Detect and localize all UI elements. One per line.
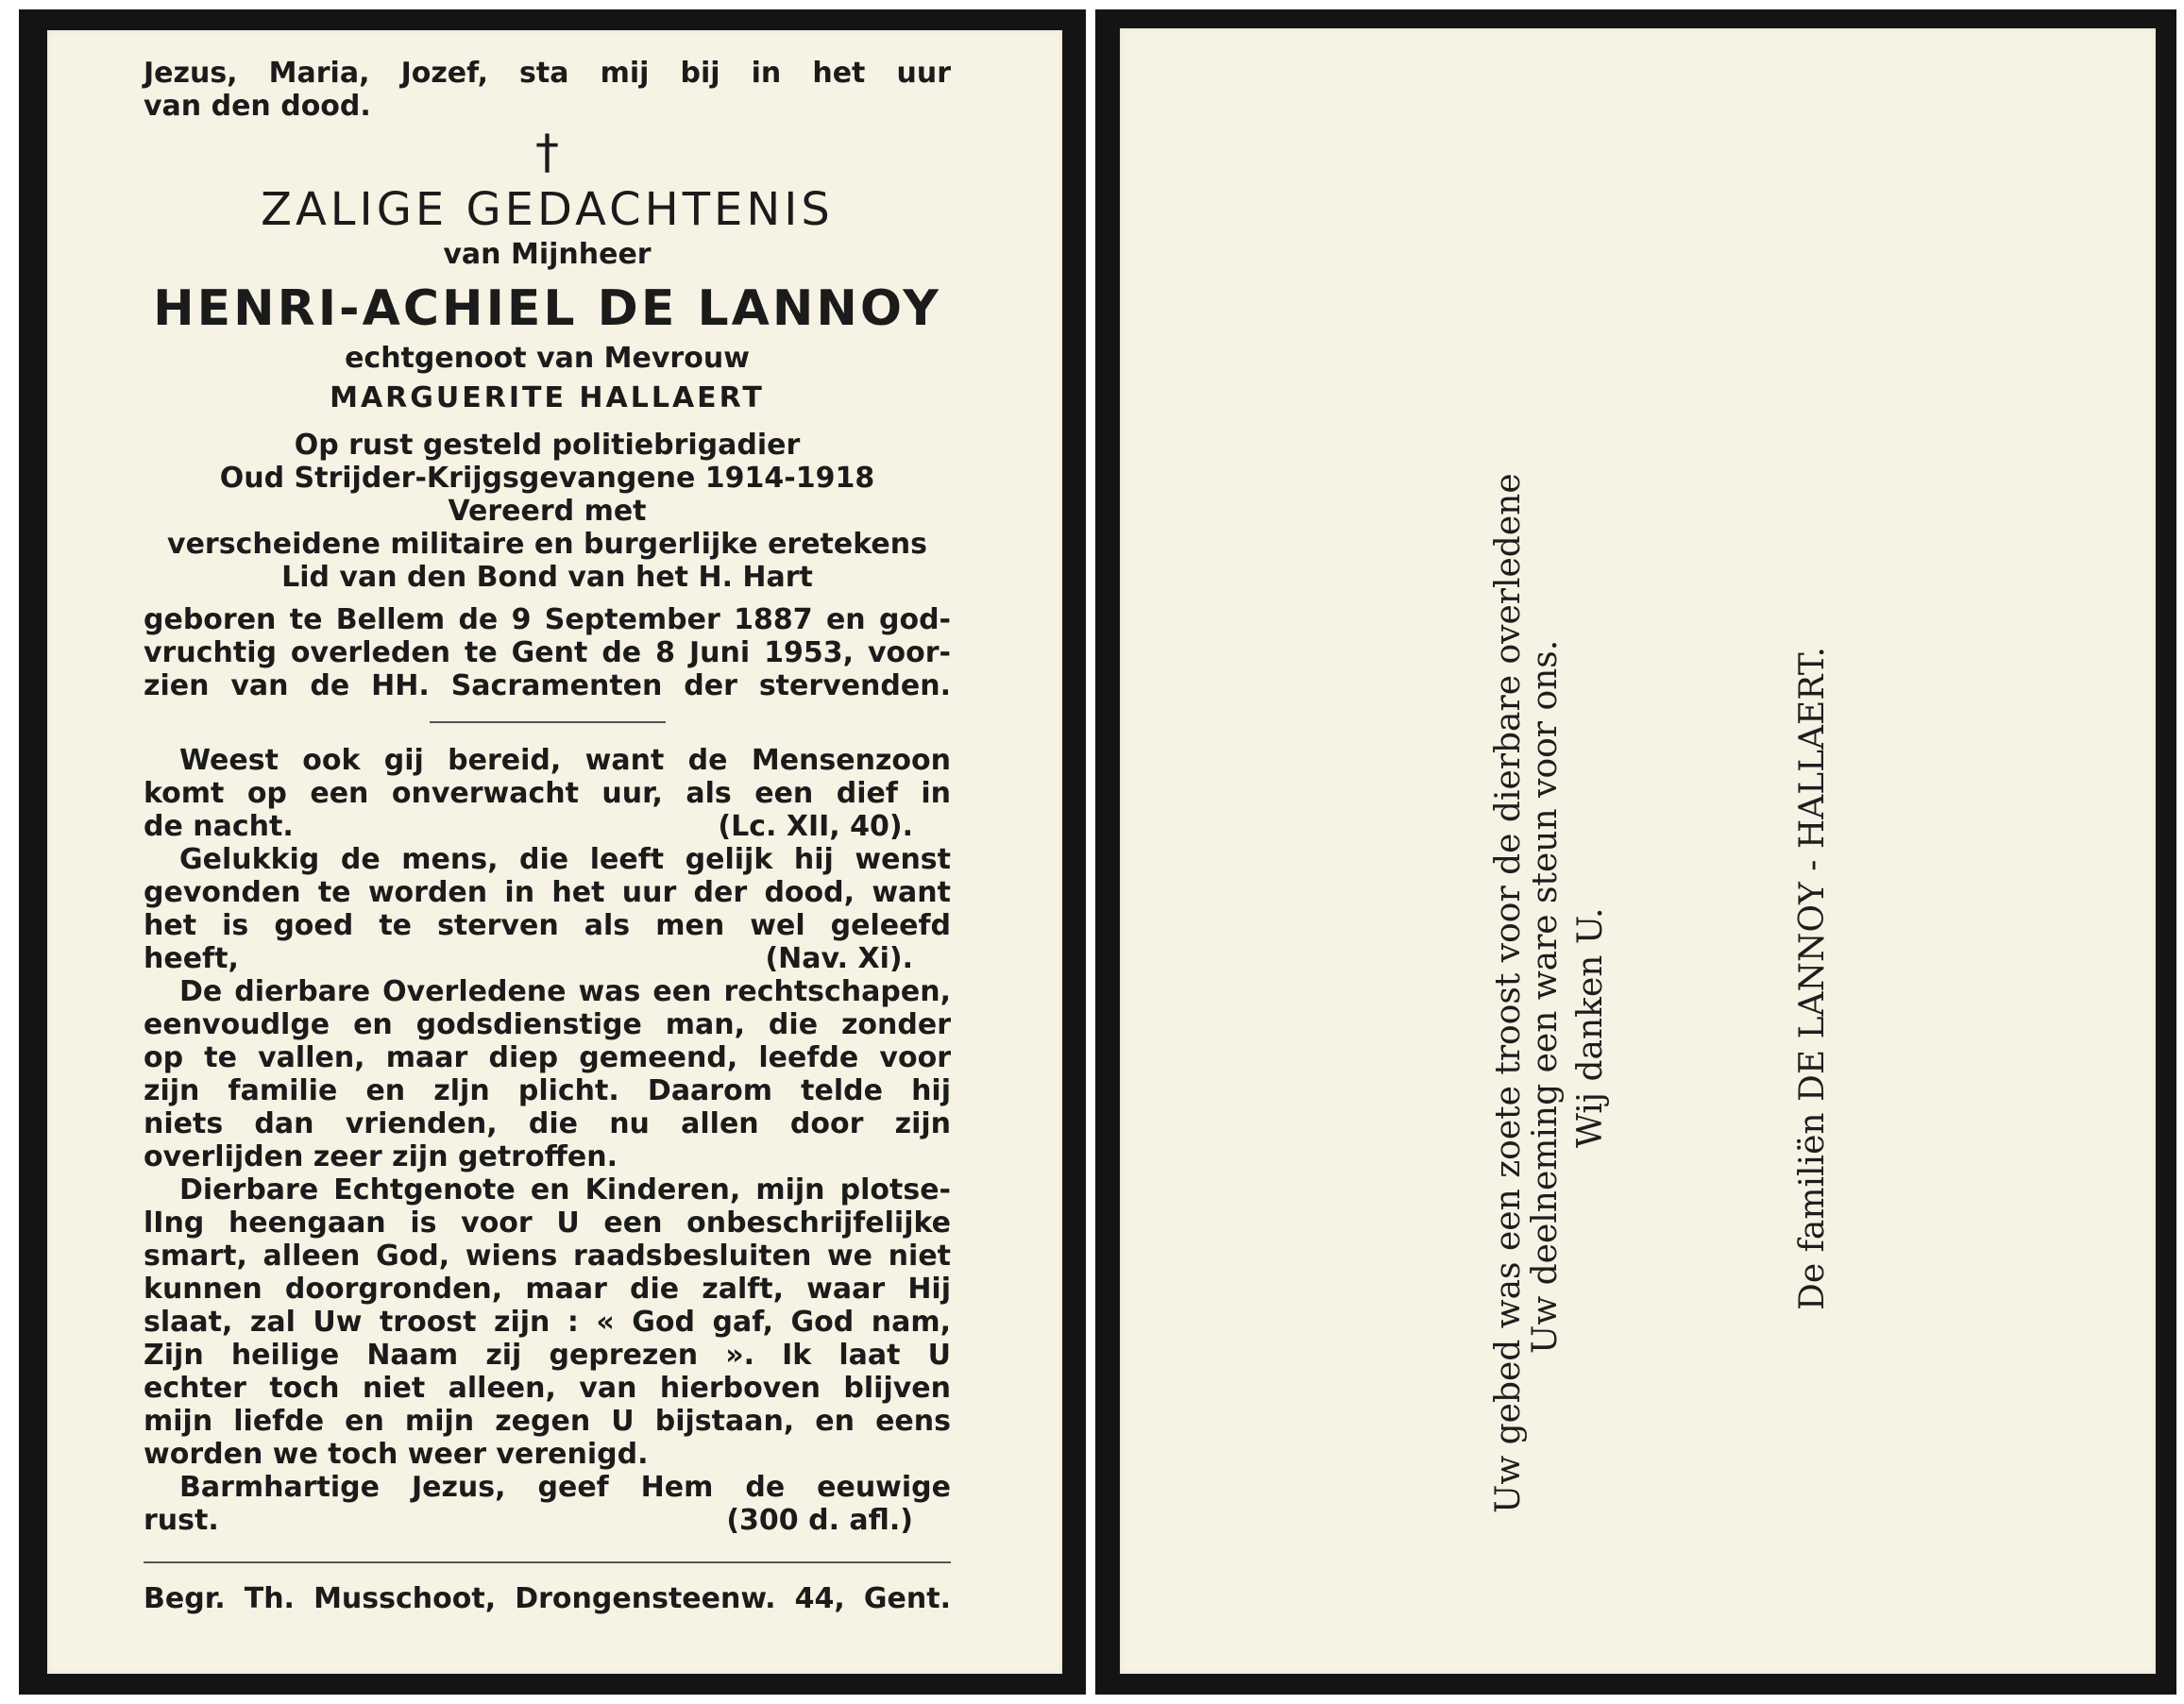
- title-line: verscheidene militaire en burgerlijke eretekens: [167, 528, 927, 561]
- card-back-paper: [1120, 28, 2156, 1674]
- scripture-paragraph-1: [144, 744, 951, 843]
- printer-credit: Begr. Th. Musschoot, Drongensteenw. 44, Gent.: [144, 1582, 951, 1615]
- paragraph-line: Gelukkig de mens, die leeft gelijk hij wenst: [179, 843, 951, 876]
- paragraph-line: lIng heengaan is voor U een onbeschrijfelijke: [144, 1206, 951, 1240]
- thanks-line-3: Wij danken U.: [1571, 907, 1610, 1148]
- paragraph-line: eenvoudlge en godsdienstige man, die zonder: [144, 1008, 951, 1041]
- paragraph-line: heeft,: [144, 942, 239, 975]
- life-dates-block: [144, 603, 951, 702]
- cross-icon: †: [535, 125, 559, 179]
- van-mijnheer: van Mijnheer: [443, 238, 652, 271]
- divider-long: [144, 1561, 951, 1563]
- tribute-paragraph: [144, 975, 951, 1173]
- paragraph-line: kunnen doorgronden, maar die zalft, waar Hij: [144, 1273, 951, 1306]
- title-line: Op rust gesteld politiebrigadier: [294, 429, 801, 462]
- deceased-name: HENRI-ACHIEL DE LANNOY: [153, 280, 941, 337]
- thanks-line-1: Uw gebed was een zoete troost voor de dierbare overledene: [1489, 473, 1528, 1513]
- prayer-line-1: Jezus, Maria, Jozef, sta mij bij in het uur: [144, 57, 951, 90]
- paragraph-line: echter toch niet alleen, van hierboven blijven: [144, 1372, 951, 1405]
- paragraph-line: zijn familie en zljn plicht. Daarom telde hij: [144, 1074, 951, 1107]
- prayer-line-2: van den dood.: [144, 90, 371, 123]
- paragraph-line: smart, alleen God, wiens raadsbesluiten we niet: [144, 1240, 951, 1273]
- memorial-card-back: [1095, 9, 2176, 1695]
- paragraph-line: worden we toch weer verenigd.: [144, 1438, 649, 1471]
- paragraph-line: overlijden zeer zijn getroffen.: [144, 1140, 618, 1173]
- spouse-name: MARGUERITE HALLAERT: [330, 381, 765, 414]
- paragraph-line: slaat, zal Uw troost zijn : « God gaf, God nam,: [144, 1306, 951, 1339]
- family-signature: De familiën DE LANNOY - HALLAERT.: [1793, 647, 1832, 1310]
- paragraph-line: Weest ook gij bereid, want de Mensenzoon: [179, 744, 951, 777]
- paragraph-line: op te vallen, maar diep gemeend, leefde voor: [144, 1041, 951, 1074]
- spouse-intro: echtgenoot van Mevrouw: [345, 342, 750, 375]
- life-line: geboren te Bellem de 9 September 1887 en god-: [144, 603, 951, 636]
- life-line: vruchtig overleden te Gent de 8 Juni 1953, voor-: [144, 636, 951, 669]
- paragraph-line: Dierbare Echtgenote en Kinderen, mijn plotse-: [179, 1173, 951, 1206]
- paragraph-line: niets dan vrienden, die nu allen door zijn: [144, 1107, 951, 1140]
- paragraph-line: gevonden te worden in het uur der dood, want: [144, 876, 951, 909]
- thanks-line-2: Uw deelneming een ware steun voor ons.: [1526, 639, 1565, 1354]
- paragraph-line: mijn liefde en mijn zegen U bijstaan, en eens: [144, 1405, 951, 1438]
- paragraph-line: komt op een onverwacht uur, als een dief in: [144, 777, 951, 810]
- farewell-paragraph: [144, 1173, 951, 1471]
- front-text-column: [144, 57, 951, 1615]
- title-line: Vereerd met: [448, 495, 647, 528]
- title-line: Lid van den Bond van het H. Hart: [281, 561, 813, 594]
- scripture-reference: (Nav. Xi).: [765, 942, 913, 975]
- paragraph-line: Barmhartige Jezus, geef Hem de eeuwige: [179, 1471, 951, 1504]
- life-line: zien van de HH. Sacramenten der stervenden.: [144, 669, 951, 702]
- indulgence-reference: (300 d. afl.): [726, 1504, 913, 1537]
- memorial-card-front: [19, 9, 1086, 1695]
- divider-short: [430, 721, 666, 723]
- paragraph-line: het is goed te sterven als men wel geleefd: [144, 909, 951, 942]
- title-line: Oud Strijder-Krijgsgevangene 1914-1918: [219, 462, 875, 495]
- closing-prayer: [144, 1471, 951, 1537]
- paragraph-line: Zijn heilige Naam zij geprezen ». Ik laat U: [144, 1339, 951, 1372]
- heading-zalige-gedachtenis: ZALIGE GEDACHTENIS: [261, 183, 834, 236]
- paragraph-line: rust.: [144, 1504, 219, 1537]
- paragraph-line: De dierbare Overledene was een rechtschapen,: [179, 975, 951, 1008]
- titles-block: [144, 429, 951, 594]
- scripture-reference: (Lc. XII, 40).: [718, 810, 913, 843]
- scripture-paragraph-2: [144, 843, 951, 975]
- paragraph-line: de nacht.: [144, 810, 294, 843]
